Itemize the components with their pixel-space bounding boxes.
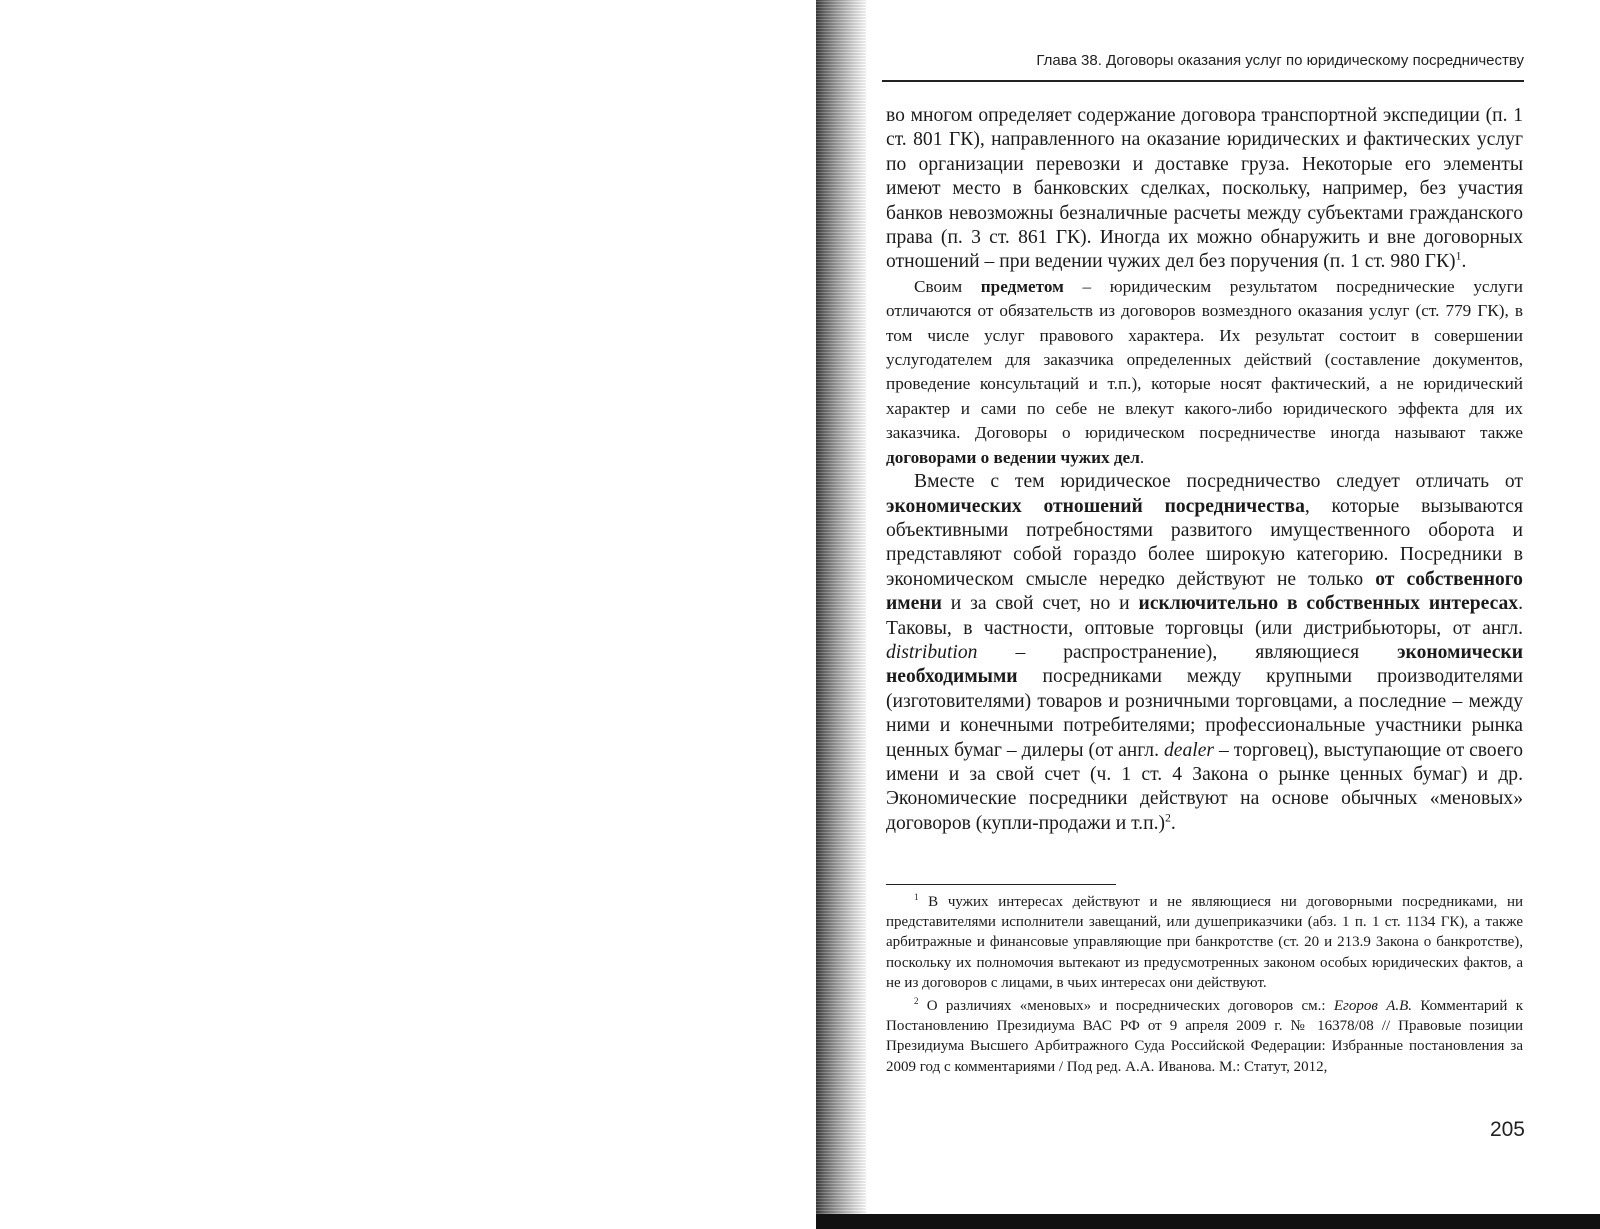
footnotes	[886, 892, 1523, 1080]
bold-term: от собственного имени	[886, 568, 1523, 615]
bold-term: договорами о ведении чужих дел	[886, 447, 1140, 467]
paragraph-2-text: – юридическим результатом посреднические услуги отличаются от обязательств из договоров возмездного оказания услуг (ст. 779 ГК), в том числе услуг правового характера. Их результат состоит в совершении услугодателем для заказчика определенных действий (составление документов, проведение консультаций и т.п.), которые носят фактический, а не юридический характер и сами по себе не влекут какого-либо юридического эффекта для их заказчика. Договоры о юридическом посредничестве иногда называют также	[886, 276, 1523, 443]
main-text	[886, 104, 1523, 836]
paragraph-3-text: – торговец), выступающие от своего имени и за свой счет (ч. 1 ст. 4 Закона о рынке ценных бумаг) и др. Экономические посредники действуют на основе обычных «меновых» договоров (купли-продажи и т.п.)	[886, 739, 1524, 834]
bold-term: экономически необходимыми	[886, 641, 1523, 688]
footnote-1	[886, 892, 1523, 993]
page-number: 205	[1489, 1118, 1525, 1141]
paragraph-1-text: во многом определяет содержание договора транспортной экспедиции (п. 1 ст. 801 ГК), направленного на оказание юридических и фактических услуг по организации перевозки и доставке груза. Некоторые его элементы имеют место в банковских сделках, поскольку, например, без участия банков невозможны безналичные расчеты между субъектами гражданского права (п. 3 ст. 861 ГК). Иногда их можно обнаружить и вне договорных отношений – при ведении чужих дел без поручения (п. 1 ст. 980 ГК)	[886, 105, 1523, 273]
footnote-number: 1	[914, 892, 919, 902]
paragraph-3	[886, 470, 1523, 836]
header-rule	[882, 80, 1524, 82]
paragraph-3-end: .	[1170, 812, 1176, 834]
bottom-scan-edge	[816, 1214, 1600, 1229]
paragraph-3-text: и за свой счет, но и	[941, 593, 1139, 615]
footnote-number: 2	[914, 996, 919, 1007]
footnote-2	[886, 996, 1523, 1077]
bold-term: экономических отношений посредничества	[886, 495, 1305, 517]
bold-term: предметом	[980, 276, 1064, 296]
footnote-text: В чужих интересах действуют и не являющиеся ни договорными посредниками, ни представителями исполнители завещаний, или душеприказчики (абз. 1 п. 1 ст. 1134 ГК), а также арбитражные и финансовые управляющие при банкротстве (ст. 20 и 213.9 Закона о банкротстве), поскольку их полномочия вытекают из предусмотренных законом особых юридических фактов, а не из договоров с лицами, в чьих интересах они действуют.	[886, 894, 1523, 991]
footnote-ref-1[interactable]: 1	[1455, 249, 1462, 263]
paragraph-3-text: – распространение), являющиеся	[977, 641, 1398, 663]
paragraph-2-text: .	[1139, 447, 1145, 467]
italic-term: dealer	[1163, 739, 1215, 761]
italic-term: distribution	[886, 641, 978, 663]
paragraph-2	[886, 275, 1523, 470]
paragraph-3-text: . Таковы, в частности, оптовые торговцы (или дистрибьюторы, от англ.	[886, 593, 1524, 639]
paragraph-1	[886, 104, 1523, 275]
paragraph-3-text: , которые вызываются объективными потребностями развитого имущественного оборота и представляют собой гораздо более широкую категорию. Посредники в экономическом смысле нередко действуют не только	[886, 495, 1524, 590]
footnote-text: Комментарий к Постановлению Президиума ВАС РФ от 9 апреля 2009 г. № 16378/08 // Правовые позиции Президиума Высшего Арбитражного Суда Российской Федерации: Избранные постановления за 2009 год с комментариями / Под ред. А.А. Иванова. М.: Статут, 2012,	[886, 998, 1524, 1075]
running-header: Глава 38. Договоры оказания услуг по юридическому посредничеству	[1036, 52, 1524, 69]
footnote-text: О различиях «меновых» и посреднических договоров см.:	[926, 998, 1334, 1015]
footnote-author: Егоров А.В.	[1333, 998, 1413, 1015]
paragraph-3-text: Вместе с тем юридическое посредничество следует отличать от	[914, 471, 1523, 493]
paragraph-3-text: посредниками между крупными производителями (изготовителями) товаров и розничными торговцами, а последние – между ними и конечными потребителями; профессиональные участники рынка ценных бумаг – дилеры (от англ.	[886, 666, 1523, 761]
paragraph-1-end: .	[1461, 251, 1467, 273]
book-spine-shadow	[816, 0, 866, 1229]
bold-term: исключительно в собственных интересах	[1138, 593, 1519, 615]
footnote-ref-2[interactable]: 2	[1165, 811, 1171, 825]
footnote-rule	[886, 884, 1116, 885]
paragraph-2-text: Своим	[914, 276, 981, 296]
